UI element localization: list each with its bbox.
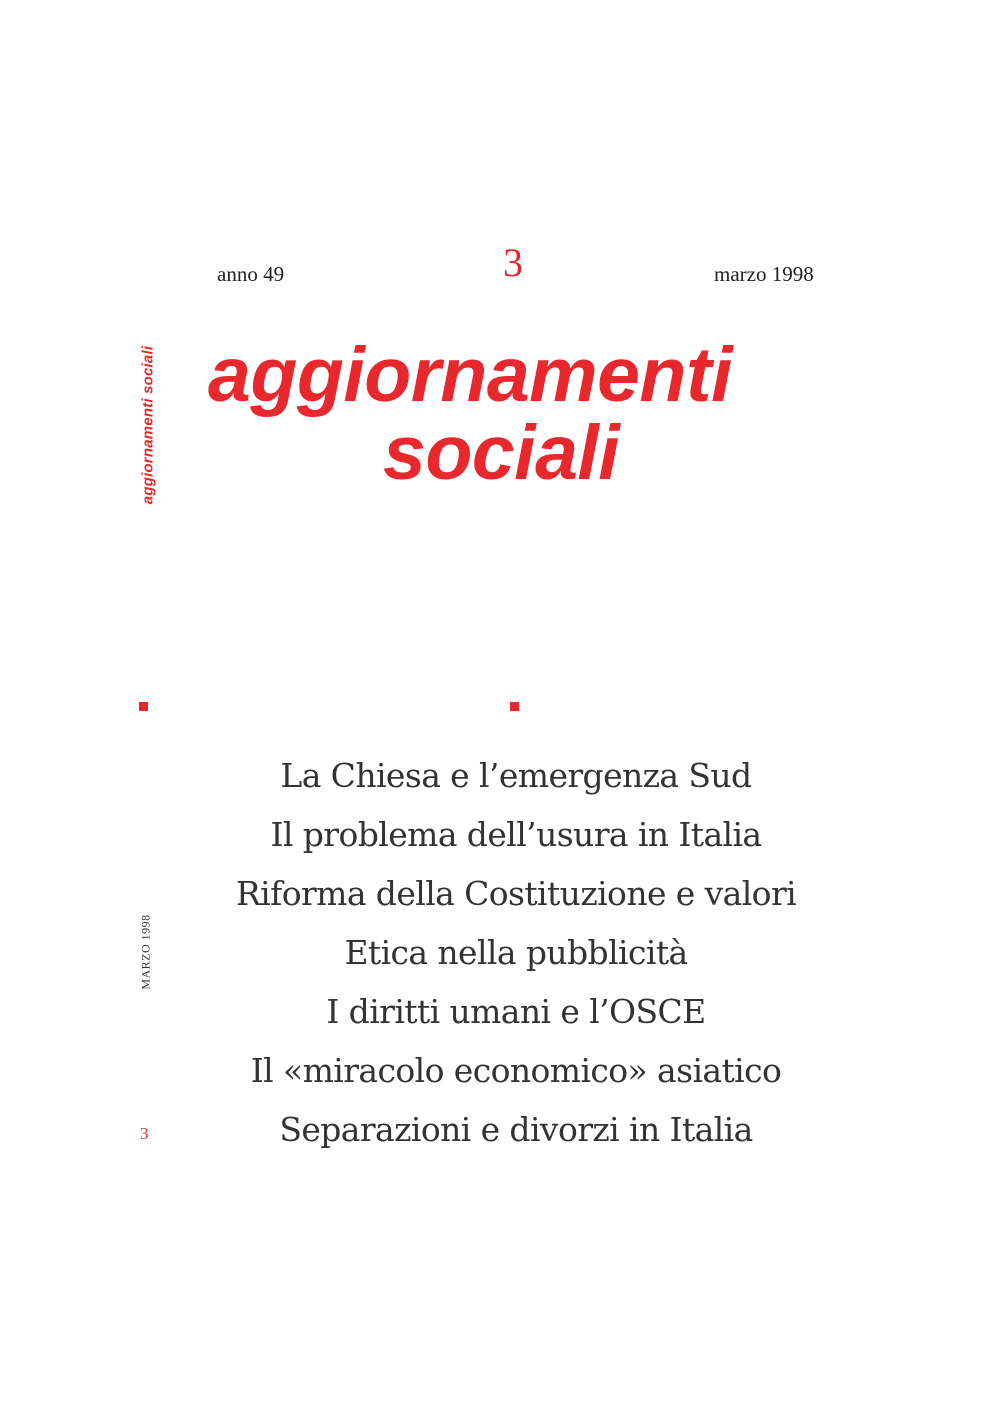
volume-year: anno 49 (217, 262, 285, 286)
contents-list (200, 746, 832, 1159)
masthead-line-2: sociali (383, 410, 620, 496)
spine-square-marker (139, 702, 148, 711)
contents-item: Riforma della Costituzione e valori (235, 874, 797, 913)
contents-item: Etica nella pubblicità (344, 933, 688, 972)
masthead-line-1: aggiornamenti (208, 332, 733, 418)
cover-square-marker (510, 702, 519, 711)
contents-item: Il problema dell’usura in Italia (270, 815, 762, 854)
contents-item: Il «miracolo economico» asiatico (250, 1051, 782, 1090)
contents-item: I diritti umani e l’OSCE (326, 992, 706, 1031)
spine-date: MARZO 1998 (138, 914, 153, 990)
contents-item: La Chiesa e l’emergenza Sud (280, 756, 752, 795)
issue-date: marzo 1998 (714, 262, 814, 286)
issue-number: 3 (503, 240, 523, 285)
contents-item: Separazioni e divorzi in Italia (279, 1110, 753, 1149)
spine-title: aggiornamenti sociali (139, 345, 157, 505)
spine-issue-number: 3 (140, 1124, 149, 1143)
